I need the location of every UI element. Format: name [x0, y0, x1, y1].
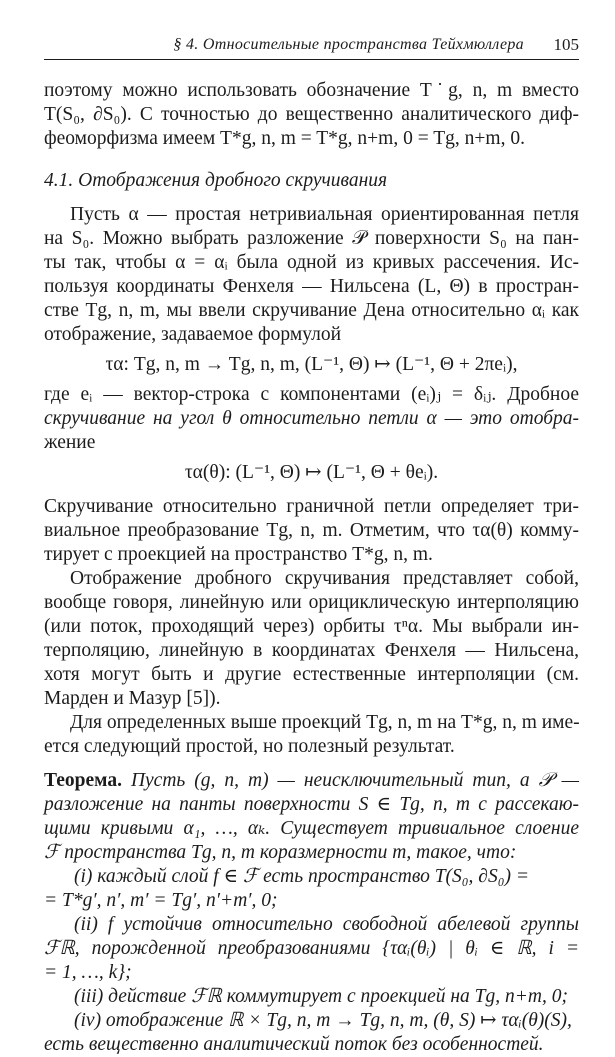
- theorem-line: (iv) отображение ℝ × Tg, n, m → Tg, n, m, (θ, S) ↦ ταᵢ(θ)(S),: [74, 1010, 572, 1031]
- text-line: ется следующий простой, но полезный результат.: [44, 736, 455, 757]
- text-line: (или поток, проходящий через) орбиты τⁿα. Мы выбрали ин-: [44, 616, 579, 637]
- theorem-line: есть вещественно аналитический поток без особенностей.: [44, 1034, 544, 1055]
- text-line: вообще говоря, линейную или орициклическую интерполяцию: [44, 592, 579, 613]
- text-line: терполяцию, линейную в координатах Фенхеля — Нильсена,: [44, 640, 579, 661]
- theorem-line: (i) каждый слой f ∈ ℱ есть пространство T(S₀, ∂S₀) =: [74, 866, 530, 887]
- theorem-line: = T*g′, n′, m′ = Tg′, n′+m′, 0;: [44, 890, 278, 911]
- header-rule: [44, 59, 579, 60]
- text-line: феоморфизма имеем T*g, n, m = T*g, n+m, 0 = Tg, n+m, 0.: [44, 128, 525, 149]
- text-line: на S₀. Можно выбрать разложение 𝒫 поверхности S₀ на пан-: [44, 228, 579, 249]
- text-line: ты так, чтобы α = αᵢ была одной из кривых рассечения. Ис-: [44, 252, 579, 273]
- text-line: отображение, задаваемое формулой: [44, 324, 342, 345]
- text-line: Скручивание относительно граничной петли определяет три-: [44, 496, 579, 517]
- theorem-line: (iii) действие ℱℝ коммутирует с проекцией на Tg, n+m, 0;: [74, 986, 568, 1007]
- theorem-line: разложение на панты поверхности S ∈ Tg, n, m с рассекаю-: [44, 794, 579, 815]
- theorem-line: = 1, …, k};: [44, 962, 132, 983]
- text-line: стве Tg, n, m, мы ввели скручивание Дена относительно αᵢ как: [44, 300, 579, 321]
- text-line: тирует с проекцией на пространство T*g, n, m.: [44, 544, 433, 565]
- text-line: Для определенных выше проекций Tg, n, m на T*g, n, m име-: [70, 712, 580, 733]
- page-header: [44, 34, 579, 60]
- text-line: где eᵢ — вектор-строка с компонентами (eᵢ)ⱼ = δᵢⱼ. Дробное: [44, 384, 579, 405]
- display-formula: τα(θ): (L⁻¹, Θ) ↦ (L⁻¹, Θ + θeᵢ).: [184, 462, 439, 483]
- theorem-line: ℱ пространства Tg, n, m коразмерности m, такое, что:: [44, 842, 517, 863]
- text-line: поэтому можно использовать обозначение T˙g, n, m вместо: [44, 80, 579, 101]
- theorem-label: Теорема.: [44, 770, 122, 791]
- text-line: T(S₀, ∂S₀). С точностью до вещественно аналитического диф-: [44, 104, 579, 125]
- text-line: Отображение дробного скручивания представляет собой,: [70, 568, 579, 589]
- text-line: скручивание на угол θ относительно петли α — это отобра-: [44, 408, 579, 429]
- text-line: Марден и Мазур [5]).: [44, 688, 221, 709]
- text-line: жение: [44, 432, 96, 453]
- theorem-line: щими кривыми α₁, …, αₖ. Существует тривиальное слоение: [44, 818, 579, 839]
- text-line: виальное преобразование Tg, n, m. Отметим, что τα(θ) комму-: [44, 520, 579, 541]
- text-line: хотя могут быть и другие естественные интерполяции (см.: [44, 664, 579, 685]
- text-line: Пусть α — простая нетривиальная ориентированная петля: [70, 204, 579, 225]
- display-formula: τα: Tg, n, m → Tg, n, m, (L⁻¹, Θ) ↦ (L⁻¹, Θ + 2πeᵢ),: [105, 354, 518, 375]
- running-title: § 4. Относительные пространства Тейхмюллера: [173, 36, 524, 53]
- theorem-line: Теорема. Пусть (g, n, m) — неисключительный тип, а 𝒫 —: [44, 770, 579, 791]
- theorem-line: (ii) f устойчив относительно свободной абелевой группы: [74, 914, 579, 935]
- text-line: пользуя координаты Фенхеля — Нильсена (L, Θ) в простран-: [44, 276, 579, 297]
- page-number: 105: [553, 35, 579, 54]
- theorem-line: ℱℝ, порожденной преобразованиями {ταᵢ(θᵢ) | θᵢ ∈ ℝ, i =: [44, 938, 579, 959]
- section-heading: 4.1. Отображения дробного скручивания: [44, 170, 388, 191]
